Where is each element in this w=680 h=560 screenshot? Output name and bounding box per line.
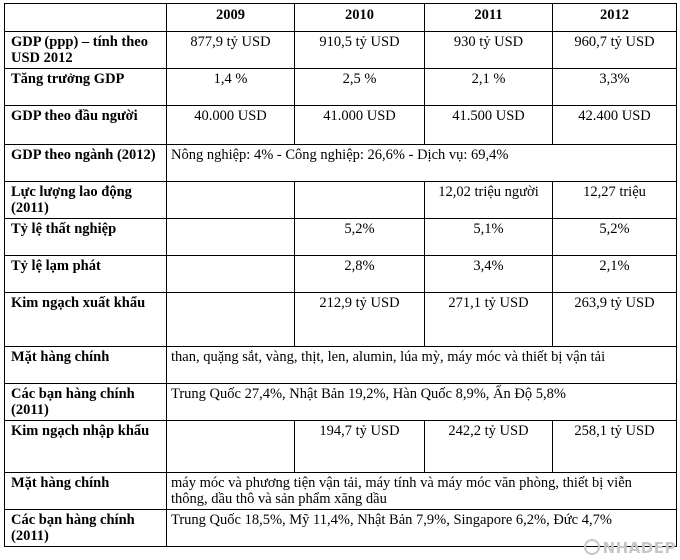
table-cell: 12,02 triệu người (425, 182, 553, 219)
table-cell (167, 293, 295, 347)
row-label: Lực lượng lao động (2011) (5, 182, 167, 219)
header-year-2012: 2012 (553, 4, 677, 32)
table-row (5, 347, 677, 384)
table-cell (167, 256, 295, 293)
table-row (5, 32, 677, 69)
table-cell: 42.400 USD (553, 106, 677, 145)
table-cell: 271,1 tỷ USD (425, 293, 553, 347)
header-year-2010: 2010 (295, 4, 425, 32)
table-cell: 242,2 tỷ USD (425, 421, 553, 473)
table-cell: 2,8% (295, 256, 425, 293)
table-cell: 3,4% (425, 256, 553, 293)
spanning-cell: Nông nghiệp: 4% - Công nghiệp: 26,6% - Dịch vụ: 69,4% (167, 145, 677, 182)
table-cell: 40.000 USD (167, 106, 295, 145)
table-row (5, 421, 677, 473)
table-cell: 5,1% (425, 219, 553, 256)
table-cell: 960,7 tỷ USD (553, 32, 677, 69)
table-cell: 212,9 tỷ USD (295, 293, 425, 347)
table-row (5, 256, 677, 293)
table-row (5, 182, 677, 219)
table-cell (167, 182, 295, 219)
watermark-text: NHADEP (602, 539, 676, 557)
table-cell: 910,5 tỷ USD (295, 32, 425, 69)
table-header-row (5, 4, 677, 32)
row-label: Mặt hàng chính (5, 473, 167, 510)
spanning-cell: máy móc và phương tiện vận tải, máy tính và máy móc văn phòng, thiết bị viễn thông, dầu thô và sản phẩm xăng dầu (167, 473, 677, 510)
header-year-2011: 2011 (425, 4, 553, 32)
spanning-cell: Trung Quốc 27,4%, Nhật Bản 19,2%, Hàn Quốc 8,9%, Ấn Độ 5,8% (167, 384, 677, 421)
table-row (5, 293, 677, 347)
table-cell: 258,1 tỷ USD (553, 421, 677, 473)
row-label: Tỷ lệ lạm phát (5, 256, 167, 293)
table-cell: 41.000 USD (295, 106, 425, 145)
table-cell: 3,3% (553, 69, 677, 106)
economic-data-table (4, 3, 677, 547)
table-cell: 930 tỷ USD (425, 32, 553, 69)
watermark-logo-icon (584, 539, 600, 555)
row-label: Tỷ lệ thất nghiệp (5, 219, 167, 256)
row-label: Kim ngạch nhập khẩu (5, 421, 167, 473)
row-label: Tăng trưởng GDP (5, 69, 167, 106)
row-label: Kim ngạch xuất khẩu (5, 293, 167, 347)
row-label: Các bạn hàng chính (2011) (5, 384, 167, 421)
table-cell (167, 421, 295, 473)
row-label: GDP theo đầu người (5, 106, 167, 145)
table-cell: 2,5 % (295, 69, 425, 106)
spanning-cell: Trung Quốc 18,5%, Mỹ 11,4%, Nhật Bản 7,9%, Singapore 6,2%, Đức 4,7% (167, 510, 677, 547)
table-cell: 263,9 tỷ USD (553, 293, 677, 347)
row-label: GDP theo ngành (2012) (5, 145, 167, 182)
table-cell: 5,2% (295, 219, 425, 256)
table-cell (295, 182, 425, 219)
header-corner-cell (5, 4, 167, 32)
row-label: Mặt hàng chính (5, 347, 167, 384)
nhadep-watermark (584, 539, 676, 557)
table-cell: 194,7 tỷ USD (295, 421, 425, 473)
table-cell: 1,4 % (167, 69, 295, 106)
table-row (5, 106, 677, 145)
table-cell: 41.500 USD (425, 106, 553, 145)
table-row (5, 219, 677, 256)
table-row (5, 145, 677, 182)
table-row (5, 69, 677, 106)
row-label: GDP (ppp) – tính theo USD 2012 (5, 32, 167, 69)
table-cell (167, 219, 295, 256)
row-label: Các bạn hàng chính (2011) (5, 510, 167, 547)
spanning-cell: than, quặng sắt, vàng, thịt, len, alumin, lúa mỳ, máy móc và thiết bị vận tải (167, 347, 677, 384)
table-row (5, 473, 677, 510)
table-row (5, 384, 677, 421)
table-cell: 2,1% (553, 256, 677, 293)
table-cell: 877,9 tỷ USD (167, 32, 295, 69)
header-year-2009: 2009 (167, 4, 295, 32)
table-cell: 12,27 triệu (553, 182, 677, 219)
table-cell: 2,1 % (425, 69, 553, 106)
table-row (5, 510, 677, 547)
table-cell: 5,2% (553, 219, 677, 256)
